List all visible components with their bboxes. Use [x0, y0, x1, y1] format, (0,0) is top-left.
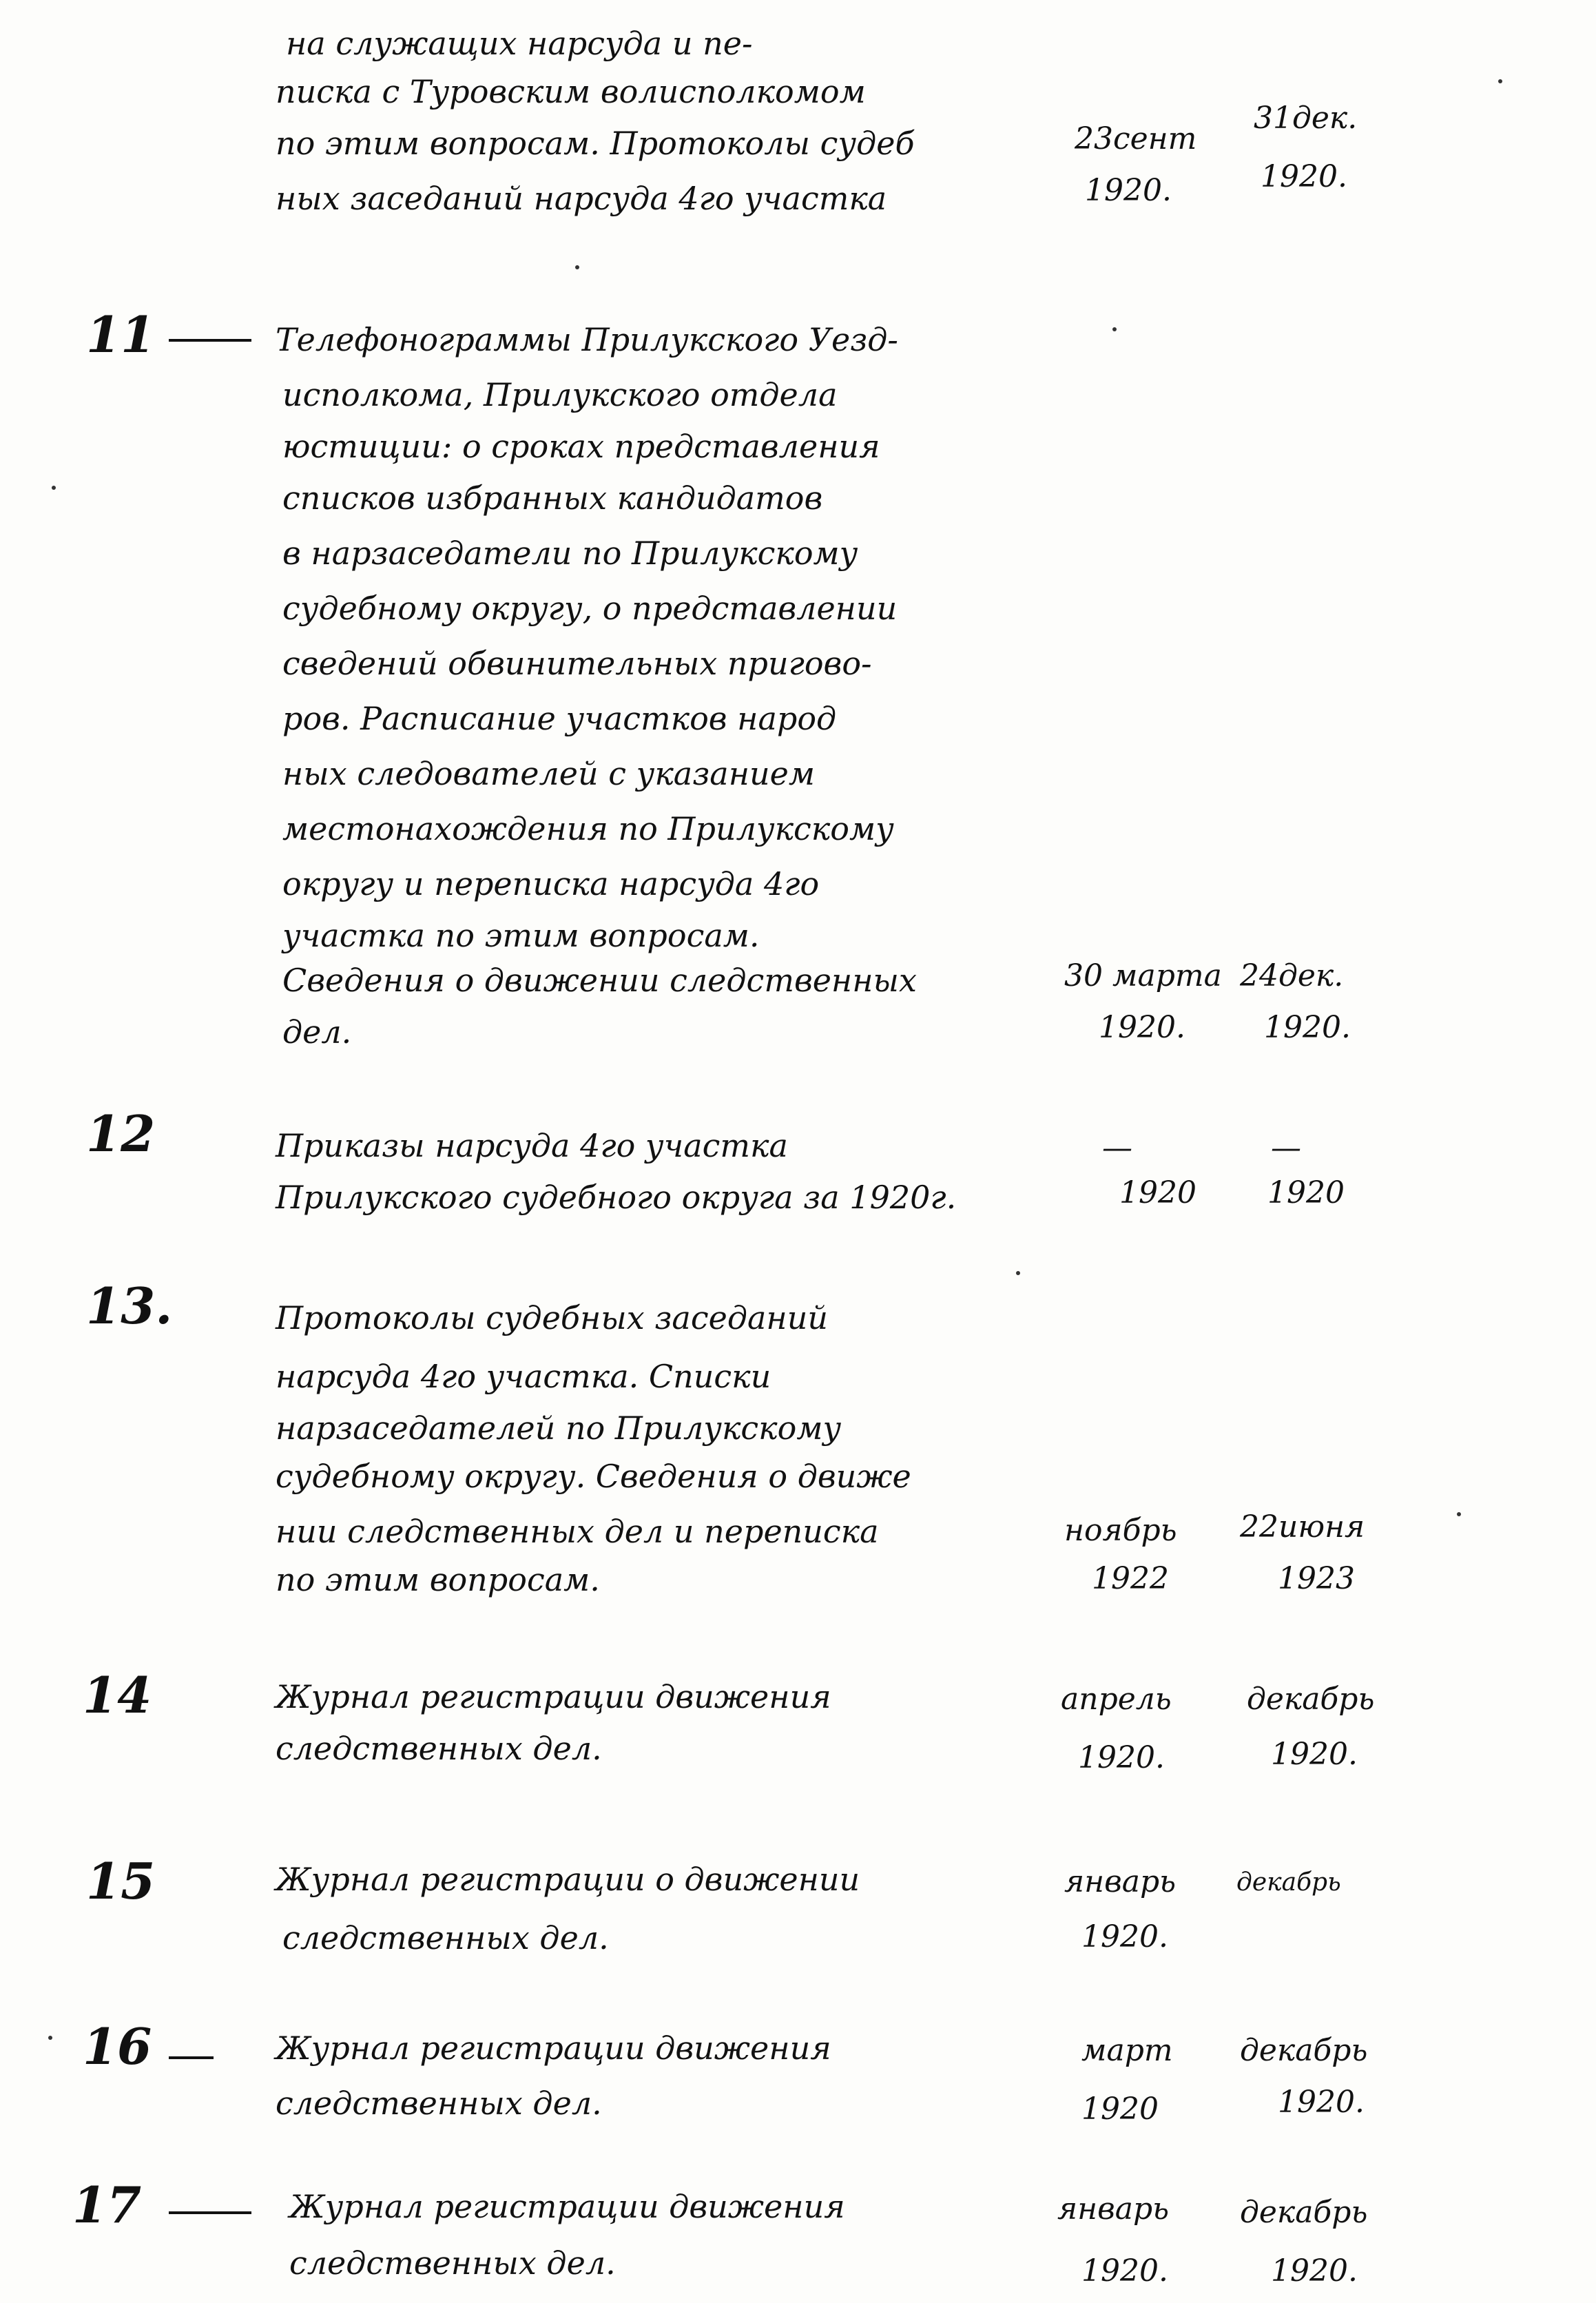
scan-speck — [575, 265, 579, 269]
entry-line: нарсуда 4го участка. Списки — [276, 1358, 771, 1395]
entry-line: по этим вопросам. — [276, 1561, 600, 1598]
entry-line: Журнал регистрации движения — [289, 2188, 845, 2225]
entry-line: сведений обвинительных пригово- — [282, 645, 872, 682]
date-start-year: 1920. — [1099, 1010, 1185, 1045]
entry-number: 15 — [86, 1852, 156, 1910]
number-dash — [169, 2211, 251, 2214]
date-start-month: январь — [1064, 1864, 1177, 1899]
entry-line: следственных дел. — [289, 2244, 616, 2282]
scan-speck — [1498, 79, 1502, 83]
entry-line: дел. — [282, 1013, 352, 1051]
date-end-month: декабрь — [1240, 2195, 1368, 2230]
entry-line: исполкома, Прилукского отдела — [282, 376, 838, 413]
scan-speck — [52, 486, 56, 490]
entry-line: ных следователей с указанием — [282, 755, 816, 792]
date-start-year: 1920. — [1085, 173, 1172, 208]
date-start-year: 1922 — [1092, 1561, 1169, 1596]
number-dash — [169, 339, 251, 342]
date-start-year: 1920. — [1081, 2253, 1168, 2289]
date-end-year: 1920. — [1278, 2085, 1365, 2120]
date-start-year: 1920 — [1081, 2092, 1159, 2127]
scan-speck — [1016, 1271, 1020, 1275]
entry-line: ров. Расписание участков народ — [282, 700, 837, 737]
number-dash — [169, 2056, 214, 2059]
date-end-day: 24дек. — [1240, 958, 1344, 993]
entry-line: округу и переписка нарсуда 4го — [282, 865, 820, 902]
entry-line: следственных дел. — [276, 2085, 602, 2122]
date-end-month: декабрь — [1236, 1868, 1341, 1897]
date-start-year: 1920. — [1078, 1740, 1165, 1775]
entry-line: Телефонограммы Прилукского Уезд- — [276, 321, 898, 358]
date-end-dash: — — [1271, 1130, 1301, 1166]
date-end-year: 1920. — [1264, 1010, 1351, 1045]
entry-line: следственных дел. — [276, 1730, 602, 1767]
date-start-year: 1920 — [1119, 1175, 1196, 1210]
date-end-month: декабрь — [1247, 1682, 1375, 1717]
entry-line: судебному округу, о представлении — [282, 590, 898, 627]
entry-line: местонахождения по Прилукскому — [282, 810, 894, 847]
entry-line: юстиции: о сроках представления — [282, 428, 880, 465]
entry-line: судебному округу. Сведения о движе — [276, 1458, 911, 1495]
date-end-year: 1920. — [1261, 159, 1347, 194]
entry-number: 16 — [83, 2017, 152, 2076]
date-end-day: 22июня — [1240, 1509, 1365, 1545]
date-end-year: 1920. — [1271, 1737, 1358, 1772]
entry-line: списков избранных кандидатов — [282, 479, 823, 517]
entry-line: Протоколы судебных заседаний — [276, 1299, 828, 1336]
entry-line: следственных дел. — [282, 1919, 609, 1956]
date-end-month: декабрь — [1240, 2033, 1368, 2068]
entry-number: 14 — [83, 1666, 152, 1724]
date-end-year: 1920. — [1271, 2253, 1358, 2289]
date-start-month: ноябрь — [1064, 1513, 1177, 1548]
entry-number: 12 — [86, 1104, 156, 1163]
entry-number: 13. — [86, 1277, 173, 1335]
date-end-year: 1920 — [1267, 1175, 1345, 1210]
entry-line: Журнал регистрации движения — [276, 2030, 831, 2067]
date-start-month: март — [1081, 2033, 1173, 2068]
scan-speck — [1112, 327, 1117, 331]
date-start-month: 30 марта — [1064, 958, 1222, 993]
date-start-month: 23сент — [1075, 121, 1197, 156]
date-end-day: 31дек. — [1254, 101, 1358, 136]
entry-line: Сведения о движении следственных — [282, 962, 917, 999]
entry-line: на служащих нарсуда и пе- — [286, 25, 753, 62]
entry-line: Приказы нарсуда 4го участка — [276, 1127, 788, 1164]
entry-number: 11 — [86, 305, 156, 364]
entry-line: нии следственных дел и переписка — [276, 1513, 879, 1550]
entry-line: нарзаседателей по Прилукскому — [276, 1409, 842, 1447]
entry-line: Журнал регистрации о движении — [276, 1861, 860, 1898]
date-start-month: апрель — [1061, 1682, 1172, 1717]
entry-line: по этим вопросам. Протоколы судеб — [276, 125, 915, 162]
date-start-month: январь — [1057, 2191, 1170, 2227]
date-start-year: 1920. — [1081, 1919, 1168, 1954]
date-end-year: 1923 — [1278, 1561, 1355, 1596]
date-start-dash: — — [1102, 1130, 1132, 1166]
entry-line: Журнал регистрации движения — [276, 1678, 831, 1715]
entry-line: писка с Туровским волисполкомом — [276, 73, 866, 110]
entry-number: 17 — [72, 2176, 142, 2234]
entry-line: ных заседаний нарсуда 4го участка — [276, 180, 887, 217]
entry-line: Прилукского судебного округа за 1920г. — [276, 1179, 957, 1216]
entry-line: в нарзаседатели по Прилукскому — [282, 535, 858, 572]
entry-line: участка по этим вопросам. — [282, 917, 760, 954]
scan-speck — [1457, 1512, 1461, 1516]
scan-speck — [48, 2036, 52, 2040]
